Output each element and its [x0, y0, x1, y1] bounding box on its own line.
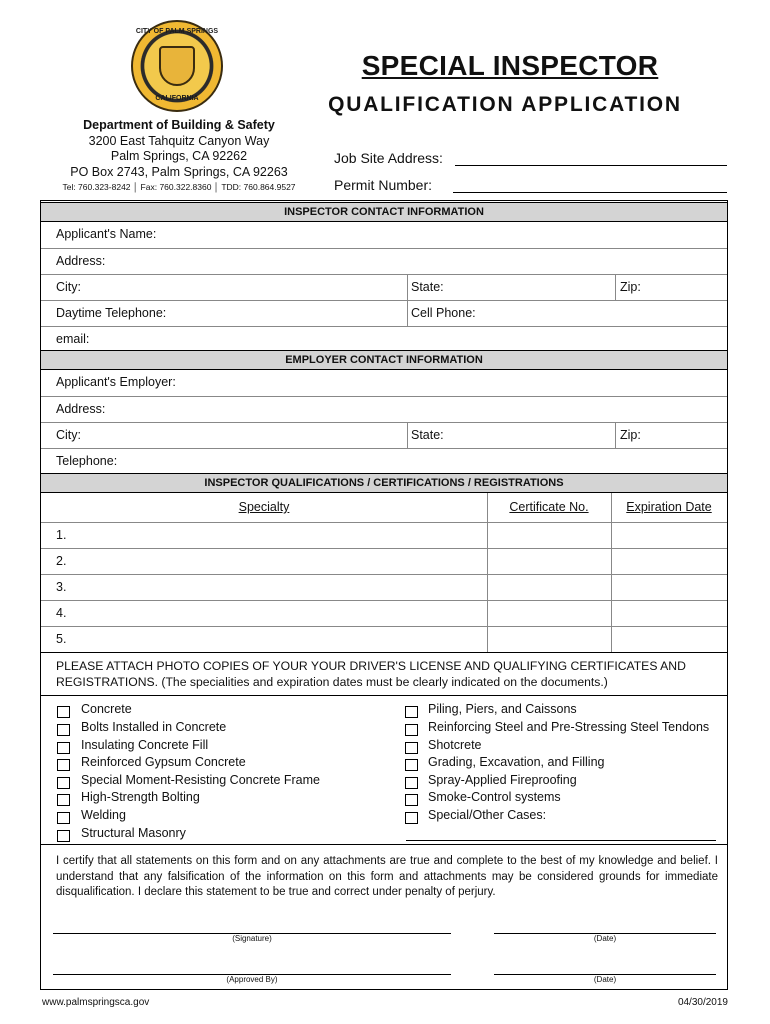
seal-emblem-icon: [159, 46, 195, 86]
job-site-address-input[interactable]: [455, 164, 727, 166]
qualification-row[interactable]: [41, 574, 727, 600]
qualification-row[interactable]: [41, 548, 727, 574]
certificate-column-header: Certificate No.: [509, 500, 589, 514]
moment-resisting-frame-label: Special Moment-Resisting Concrete Frame: [81, 773, 320, 787]
qualification-row[interactable]: [41, 626, 727, 652]
employer-state-label: State:: [411, 428, 444, 442]
footer-website: www.palmspringsca.gov: [42, 997, 150, 1008]
applicant-name-label: Applicant's Name:: [56, 227, 157, 241]
high-strength-bolting-label: High-Strength Bolting: [81, 790, 200, 804]
expiration-column-header: Expiration Date: [626, 500, 712, 514]
inspector-address-label: Address:: [56, 254, 106, 268]
structural-masonry-checkbox[interactable]: [57, 830, 70, 842]
welding-checkbox[interactable]: [57, 812, 70, 824]
qualification-row-number: 4.: [56, 606, 67, 620]
qualifications-column-headers: [41, 493, 727, 522]
structural-masonry-label: Structural Masonry: [81, 826, 186, 840]
special-other-checkbox[interactable]: [405, 812, 418, 824]
smoke-control-label: Smoke-Control systems: [428, 790, 561, 804]
daytime-telephone-label: Daytime Telephone:: [56, 306, 167, 320]
employer-city-state-zip-row: [41, 422, 727, 448]
qualification-row[interactable]: [41, 522, 727, 548]
inspector-email-field[interactable]: [41, 326, 727, 350]
email-label: email:: [56, 332, 90, 346]
reinforced-gypsum-checkbox[interactable]: [57, 759, 70, 771]
spray-fireproofing-checkbox[interactable]: [405, 777, 418, 789]
reinforced-gypsum-label: Reinforced Gypsum Concrete: [81, 755, 246, 769]
job-site-address-label: Job Site Address:: [334, 150, 443, 166]
specialty-column-header: Specialty: [238, 500, 290, 514]
department-phones: Tel: 760.323-8242 │ Fax: 760.322.8360 │ TDD: 760.864.9527: [62, 182, 296, 192]
employer-contact-header: EMPLOYER CONTACT INFORMATION: [41, 350, 727, 370]
moment-resisting-frame-checkbox[interactable]: [57, 777, 70, 789]
insulating-concrete-fill-label: Insulating Concrete Fill: [81, 738, 209, 752]
department-po-box: PO Box 2743, Palm Springs, CA 92263: [70, 164, 288, 179]
inspector-address-field[interactable]: [41, 248, 727, 274]
signature-date-caption: (Date): [593, 934, 617, 943]
employer-zip-label: Zip:: [620, 428, 641, 442]
inspector-city-state-zip-row: [41, 274, 727, 300]
reinforcing-steel-label: Reinforcing Steel and Pre-Stressing Steel Tendons: [428, 720, 710, 734]
grading-excavation-checkbox[interactable]: [405, 759, 418, 771]
high-strength-bolting-checkbox[interactable]: [57, 794, 70, 806]
employer-telephone-label: Telephone:: [56, 454, 118, 468]
attachment-notice: PLEASE ATTACH PHOTO COPIES OF YOUR YOUR DRIVER'S LICENSE AND QUALIFYING CERTIFICATES AND REGISTRATIONS. (The specialities and expiration dates must be clearly indicated on the documents.): [56, 659, 686, 689]
qualification-row-number: 5.: [56, 632, 67, 646]
department-address-block: [44, 118, 314, 196]
inspector-zip-label: Zip:: [620, 280, 641, 294]
inspector-contact-header: INSPECTOR CONTACT INFORMATION: [41, 202, 727, 222]
inspector-phone-row: [41, 300, 727, 326]
employer-telephone-field[interactable]: [41, 448, 727, 473]
qualification-row-number: 3.: [56, 580, 67, 594]
divider: [407, 301, 408, 327]
department-name: Department of Building & Safety: [83, 118, 275, 132]
attachment-notice-box: [41, 652, 727, 695]
applicant-name-field[interactable]: [41, 222, 727, 248]
employer-name-field[interactable]: [41, 370, 727, 396]
seal-top-text: CITY OF PALM SPRINGS: [135, 28, 219, 35]
shotcrete-label: Shotcrete: [428, 738, 482, 752]
qualifications-header: INSPECTOR QUALIFICATIONS / CERTIFICATIONS / REGISTRATIONS: [41, 473, 727, 493]
bolts-in-concrete-label: Bolts Installed in Concrete: [81, 720, 227, 734]
permit-number-label: Permit Number:: [334, 177, 433, 193]
shotcrete-checkbox[interactable]: [405, 742, 418, 754]
piling-piers-checkbox[interactable]: [405, 706, 418, 718]
qualification-row-number: 2.: [56, 554, 67, 568]
specialty-checklist: [41, 695, 727, 844]
form-subtitle: QUALIFICATION APPLICATION: [328, 93, 682, 116]
approved-by-caption: (Approved By): [226, 975, 278, 984]
welding-label: Welding: [81, 808, 126, 822]
divider: [615, 423, 616, 449]
approval-date-caption: (Date): [593, 975, 617, 984]
cell-phone-label: Cell Phone:: [411, 306, 476, 320]
seal-bottom-text: CALIFORNIA: [155, 95, 199, 102]
department-city: Palm Springs, CA 92262: [110, 149, 248, 163]
divider: [407, 423, 408, 449]
qualification-row[interactable]: [41, 600, 727, 626]
concrete-checkbox[interactable]: [57, 706, 70, 718]
form-title: SPECIAL INSPECTOR: [361, 50, 659, 81]
inspector-city-label: City:: [56, 280, 81, 294]
grading-excavation-label: Grading, Excavation, and Filling: [428, 755, 605, 769]
smoke-control-checkbox[interactable]: [405, 794, 418, 806]
footer-revision-date: 04/30/2019: [677, 997, 728, 1008]
insulating-concrete-fill-checkbox[interactable]: [57, 742, 70, 754]
piling-piers-label: Piling, Piers, and Caissons: [428, 702, 577, 716]
employer-address-field[interactable]: [41, 396, 727, 422]
divider: [615, 275, 616, 301]
inspector-state-label: State:: [411, 280, 444, 294]
employer-city-label: City:: [56, 428, 81, 442]
certification-statement: I certify that all statements on this form and on any attachments are true and complete to the best of my knowledge and belief. I understand that any falsification of the information on this form and attachments may be considered grounds for immediate disqualification. I declare this statement to be true and correct under penalty of perjury.: [56, 855, 718, 898]
spray-fireproofing-label: Spray-Applied Fireproofing: [428, 773, 577, 787]
employer-name-label: Applicant's Employer:: [56, 375, 176, 389]
signature-caption: (Signature): [232, 934, 272, 943]
divider: [407, 275, 408, 301]
city-seal-logo: [131, 20, 223, 112]
application-form: [40, 200, 728, 990]
employer-address-label: Address:: [56, 402, 106, 416]
department-street: 3200 East Tahquitz Canyon Way: [88, 133, 270, 148]
qualification-row-number: 1.: [56, 528, 67, 542]
special-other-label: Special/Other Cases:: [428, 808, 547, 822]
bolts-in-concrete-checkbox[interactable]: [57, 724, 70, 736]
reinforcing-steel-checkbox[interactable]: [405, 724, 418, 736]
special-other-input[interactable]: [406, 839, 716, 841]
concrete-label: Concrete: [81, 702, 132, 716]
certification-section: [41, 844, 727, 990]
permit-number-input[interactable]: [453, 191, 727, 193]
